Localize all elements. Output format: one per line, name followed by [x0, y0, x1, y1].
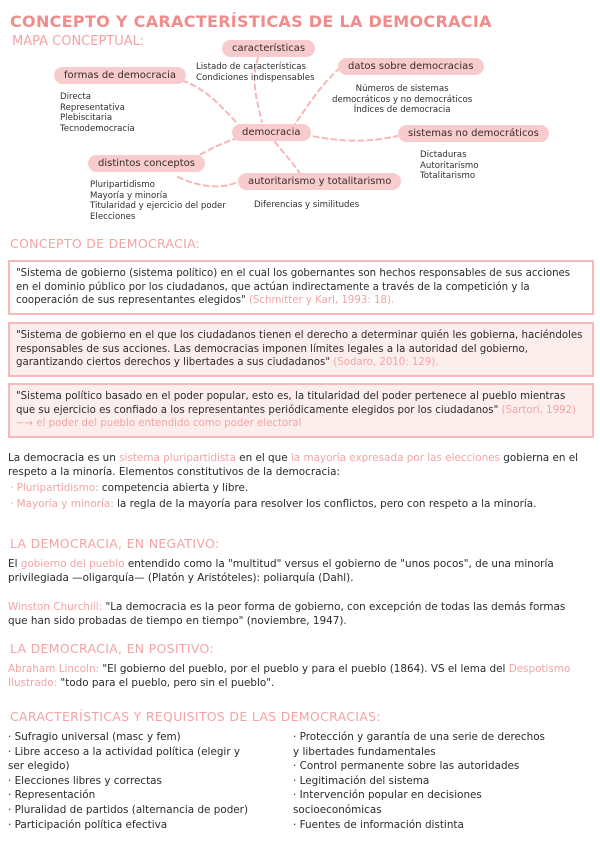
autoritarismo-item: Diferencias y similitudes — [254, 200, 360, 210]
bullet-mayoria-minoria: · Mayoría y minoría: la regla de la mayoría para resolver los conflictos, pero con respeto a la minoría. — [10, 498, 537, 510]
connector-sistemas — [296, 133, 402, 141]
quote-sartori — [8, 383, 594, 438]
negativo-paragraph — [8, 557, 586, 585]
datos-items — [332, 84, 472, 116]
highlight-term: Winston Churchill: — [8, 601, 103, 613]
formas-item: Tecnodemocracia — [60, 123, 135, 134]
text-span: "El gobierno del pueblo, por el pueblo y para el pueblo (1864). VS el lema del — [99, 663, 509, 675]
formas-items — [60, 92, 135, 134]
formas-item: Directa — [60, 92, 91, 102]
list-item: · Participación política efectiva — [8, 818, 168, 831]
list-item: · Legitimación del sistema — [293, 774, 430, 787]
list-item: · Elecciones libres y correctas — [8, 774, 162, 787]
list-item: · Libre acceso a la actividad política (elegir y — [8, 745, 241, 758]
quote-text: "Sistema de gobierno en el que los ciudadanos tienen el derecho a determinar quién les gobierna, haciéndoles responsables de sus acciones. Las democracias imponen límites legales a la autoridad del gobierno, garantizando ciertos derechos y libertades a sus ciudadanos" — [16, 330, 583, 368]
datos-item: democráticos y no democráticos — [332, 94, 473, 105]
list-item: ser elegido) — [8, 760, 70, 773]
text-span: competencia abierta y libre. — [98, 482, 249, 494]
quote-text: "Sistema político basado en el poder popular, esto es, la titularidad del poder pertenece al pueblo mientras que su ejercicio es confiado a los representantes periódicamente elegidos por los ciudadanos" — [16, 391, 566, 416]
text-span: la regla de la mayoría para resolver los conflictos, pero con respeto a la minoría. — [113, 498, 537, 510]
node-sistemas-no-democraticos: sistemas no democráticos — [398, 125, 549, 142]
formas-item: Plebiscitaria — [60, 113, 113, 123]
highlight-term: Despotismo Ilustrado: — [8, 663, 571, 690]
quote-sodaro — [8, 322, 594, 377]
concept-map-heading: MAPA CONCEPTUAL: — [12, 34, 145, 49]
datos-item: Índices de democracia — [353, 105, 451, 115]
list-item: socioeconómicas — [293, 803, 382, 816]
highlight-term: Pluripartidismo: — [16, 482, 99, 494]
caracteristicas-item: Condiciones indispensables — [196, 72, 315, 83]
sistemas-items — [420, 150, 479, 182]
text-span: en el que — [235, 452, 291, 464]
text-span: El — [8, 558, 21, 570]
node-democracia: democracia — [232, 124, 311, 141]
formas-item: Representativa — [60, 102, 125, 113]
distintos-item: Mayoría y minoría — [90, 190, 168, 201]
page-title: CONCEPTO Y CARACTERÍSTICAS DE LA DEMOCRACIA — [10, 12, 492, 31]
intro-paragraph — [8, 451, 586, 479]
quote-schmitter-karl — [8, 260, 594, 315]
autoritarismo-items — [254, 200, 359, 211]
quote-text: "Sistema de gobierno (sistema político) en el cual los gobernantes son hechos responsables de sus acciones en el dominio público por los ciudadanos, que actúan indirectamente a través de la competición y la cooperación de sus representantes elegidos" — [16, 268, 571, 306]
text-span: "La democracia es la peor forma de gobierno, con excepción de todas las demás formas que han sido probadas de tiempo en tiempo" (noviembre, 1947). — [8, 601, 566, 628]
list-item: · Pluralidad de partidos (alternancia de poder) — [8, 803, 249, 816]
bullet-pluripartidismo: · Pluripartidismo: competencia abierta y libre. — [10, 482, 249, 494]
requirements-list-right — [293, 730, 545, 832]
requirements-list-left — [8, 730, 248, 832]
churchill-quote — [8, 600, 586, 628]
sistemas-item: Dictaduras — [420, 150, 467, 160]
list-item: y libertades fundamentales — [293, 745, 436, 758]
distintos-item: Pluripartidismo — [90, 180, 155, 190]
sistemas-item: Autoritarismo — [420, 160, 479, 171]
text-span: "todo para el pueblo, pero sin el pueblo". — [57, 677, 275, 690]
node-datos-democracias: datos sobre democracias — [338, 58, 484, 75]
list-item: · Control permanente sobre las autoridades — [293, 760, 520, 773]
section-heading-negativo: LA DEMOCRACIA, EN NEGATIVO: — [10, 536, 220, 551]
list-item: · Fuentes de información distinta — [293, 818, 464, 831]
datos-item: Números de sistemas — [355, 84, 449, 94]
list-item: · Sufragio universal (masc y fem) — [8, 731, 181, 743]
text-span: entendido como la "multitud" versus el gobierno de "unos pocos", de una minoría privilegiada —oligarquía— (Platón y Aristóteles): poliarquía (Dahl). — [8, 558, 554, 585]
highlight-term: Mayoría y minoría: — [16, 498, 114, 510]
highlight-term: Abraham Lincoln: — [8, 663, 100, 675]
positivo-paragraph — [8, 662, 586, 690]
quote-citation: (Sartori, 1992) ~→ el poder del pueblo entendido como poder electoral — [16, 404, 577, 429]
node-caracteristicas: características — [222, 40, 315, 57]
node-autoritarismo-totalitarismo: autoritarismo y totalitarismo — [238, 173, 401, 190]
distintos-item: Titularidad y ejercicio del poder — [90, 201, 226, 211]
distintos-item: Elecciones — [90, 211, 136, 222]
caracteristicas-items — [196, 62, 315, 83]
quote-citation: (Sodaro, 2010: 129). — [333, 357, 439, 368]
quote-citation: (Schmitter y Karl, 1993: 18). — [248, 295, 395, 306]
list-item: · Intervención popular en decisiones — [293, 789, 482, 802]
section-heading-concepto: CONCEPTO DE DEMOCRACIA: — [10, 236, 201, 251]
distintos-items — [90, 180, 226, 222]
node-formas-democracia: formas de democracia — [54, 67, 186, 84]
text-span: La democracia es un — [8, 452, 120, 464]
highlight-term: la mayoría expresada por las elecciones — [290, 452, 500, 464]
section-heading-caracteristicas: CARACTERÍSTICAS Y REQUISITOS DE LAS DEMOCRACIAS: — [10, 709, 381, 724]
node-distintos-conceptos: distintos conceptos — [88, 155, 205, 172]
caracteristicas-item: Listado de características — [196, 62, 307, 72]
highlight-term: gobierno del pueblo — [20, 558, 125, 570]
section-heading-positivo: LA DEMOCRACIA, EN POSITIVO: — [10, 641, 214, 656]
highlight-term: sistema pluripartidista — [119, 452, 236, 464]
list-item: · Protección y garantía de una serie de derechos — [293, 731, 545, 743]
list-item: · Representación — [8, 789, 96, 802]
sistemas-item: Totalitarismo — [420, 171, 476, 181]
connector-autoritarismo — [275, 142, 300, 174]
text-span: gobierna en el respeto a la minoría. Elementos constitutivos de la democracia: — [8, 452, 579, 479]
